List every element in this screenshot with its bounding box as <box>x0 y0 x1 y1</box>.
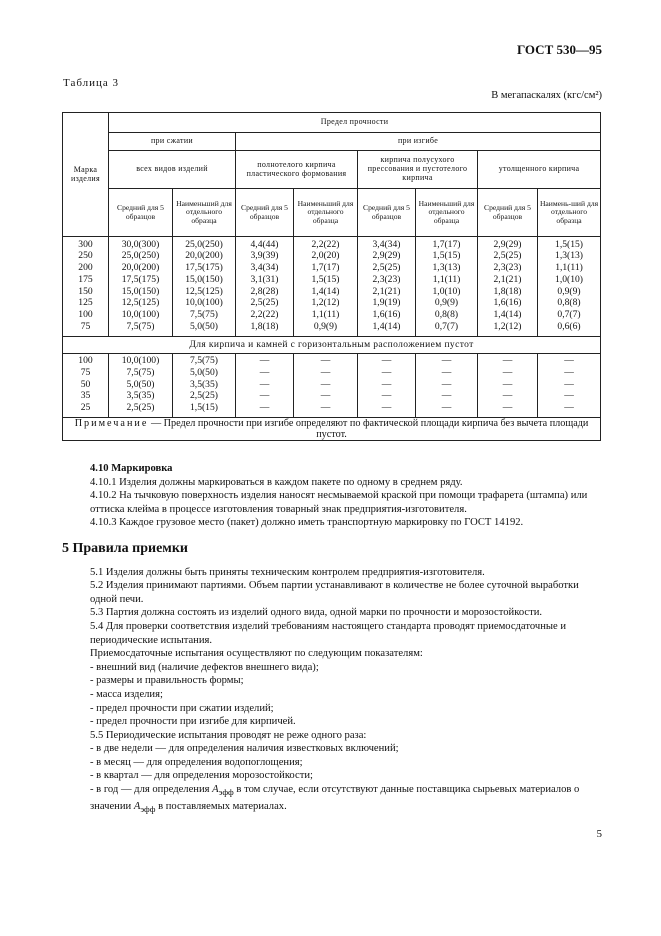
table-cell: 12,5(125) <box>185 285 223 297</box>
table-cell: 3,1(31) <box>250 273 279 285</box>
list-item: - в месяц — для определения водопоглощения; <box>90 756 303 768</box>
table-cell-dash: — <box>259 366 270 378</box>
table-cell: 7,5(75) <box>126 320 155 332</box>
table-cell: 0,7(7) <box>557 308 581 320</box>
table-cell: 200 <box>78 262 93 274</box>
para-5-2: 5.2 Изделия принимают партиями. Объем партии устанавливают в количестве не более суточной выработки одной печи. <box>90 580 579 605</box>
s1-bend2-min <box>416 237 478 337</box>
header-strength: Предел прочности <box>109 113 601 133</box>
s1-bend2-avg <box>358 237 416 337</box>
list-item: - масса изделия; <box>90 688 163 700</box>
table-cell: 75 <box>80 320 91 332</box>
table-cell: 1,1(11) <box>555 262 583 274</box>
para-4-10-2: 4.10.2 На тычковую поверхность изделия наносят несмываемой краской при помощи трафарета (штампа) или оттиска клейма в процессе изготовления товарный знак предприятия-изготовителя. <box>90 490 588 515</box>
table-cell-dash: — <box>502 378 513 390</box>
table-cell: 35 <box>80 390 91 402</box>
table-units: В мегапаскалях (кгс/см²) <box>491 90 602 101</box>
s2-bend3-avg <box>478 354 538 418</box>
table-cell: 1,1(11) <box>432 273 461 285</box>
last-item-part-c: в поставляемых материалах. <box>155 800 287 812</box>
table-cell: 12,5(125) <box>121 297 160 309</box>
table-cell-dash: — <box>502 366 513 378</box>
table-cell: 2,9(29) <box>372 250 401 262</box>
table-cell: 2,1(21) <box>493 273 522 285</box>
table-cell: 3,9(39) <box>250 250 279 262</box>
table-cell-dash: — <box>320 355 331 367</box>
table-cell: 2,5(25) <box>126 402 155 414</box>
table-cell: 1,0(10) <box>432 285 461 297</box>
table-cell: 1,5(15) <box>432 250 461 262</box>
table-cell-dash: — <box>564 402 574 414</box>
table-cell: 7,5(75) <box>190 308 218 320</box>
header-bending: при изгибе <box>236 133 601 151</box>
table-cell-dash: — <box>441 355 452 367</box>
table-cell-dash: — <box>441 366 452 378</box>
table-cell-dash: — <box>564 390 574 402</box>
table-cell: 1,6(16) <box>493 297 522 309</box>
table-cell: 7,5(75) <box>126 366 155 378</box>
document-code: ГОСТ 530—95 <box>516 42 602 57</box>
table-cell-dash: — <box>502 355 513 367</box>
table-cell: 20,0(200) <box>121 262 160 274</box>
header-bend1-avg: Средний для 5 образцов <box>236 189 294 237</box>
table-cell: 0,8(8) <box>557 297 581 309</box>
table-cell-dash: — <box>381 390 392 402</box>
table-cell-dash: — <box>259 355 270 367</box>
table-cell: 2,5(25) <box>493 250 522 262</box>
table-cell: 2,5(25) <box>372 262 401 274</box>
table-cell: 1,9(19) <box>372 297 401 309</box>
list-item: - внешний вид (наличие дефектов внешнего вида); <box>90 661 319 673</box>
table-cell: 2,1(21) <box>372 285 401 297</box>
table-cell: 2,5(25) <box>250 297 279 309</box>
table-cell-dash: — <box>381 378 392 390</box>
s1-bend1-min <box>294 237 358 337</box>
table-cell: 300 <box>78 238 93 250</box>
page-number: 5 <box>596 828 602 840</box>
list-item: - размеры и правильность формы; <box>90 675 244 687</box>
header-all-types: всех видов изделий <box>109 151 236 189</box>
table-cell: 150 <box>78 285 93 297</box>
s1-bend1-avg <box>236 237 294 337</box>
para-last-item <box>90 783 602 816</box>
header-solid-brick: полнотелого кирпича пластического формования <box>236 151 358 189</box>
table-cell-dash: — <box>381 366 392 378</box>
table-cell: 1,7(17) <box>432 238 461 250</box>
para-5-4: 5.4 Для проверки соответствия изделий требованиям настоящего стандарта проводят приемосдаточные и периодические испытания. <box>90 620 567 646</box>
para-4-10-3: 4.10.3 Каждое грузовое место (пакет) должно иметь транспортную маркировку по ГОСТ 14192. <box>90 517 524 529</box>
header-semidry-brick: кирпича полусухого прессования и пустотелого кирпича <box>358 151 478 189</box>
table-cell: 3,4(34) <box>250 262 279 274</box>
table-cell: 2,3(23) <box>372 273 401 285</box>
table-cell: 50 <box>80 378 91 390</box>
header-bend1-min: Наименьший для отдельного образца <box>294 189 358 237</box>
subscript-eff-1: эфф <box>218 787 234 798</box>
table-cell: 25,0(250) <box>121 250 160 262</box>
table-cell-dash: — <box>564 366 574 378</box>
list-item: - предел прочности при изгибе для кирпичей. <box>90 716 296 728</box>
table-cell: 1,7(17) <box>311 262 340 274</box>
table-cell: 1,4(14) <box>493 308 522 320</box>
table-cell: 250 <box>78 250 93 262</box>
note-text: — Предел прочности при изгибе определяют по фактической площади кирпича без вычета площади пустот. <box>148 418 589 441</box>
header-compression-min: Наименьший для отдельного образца <box>173 189 236 237</box>
table-cell-dash: — <box>320 402 331 414</box>
list-item: - предел прочности при сжатии изделий; <box>90 702 274 714</box>
s1-brands <box>63 237 109 337</box>
table-cell: 75 <box>80 366 91 378</box>
table-cell: 1,8(18) <box>250 320 279 332</box>
table-cell-dash: — <box>564 378 574 390</box>
header-bend2-min: Наименьший для отдельного образца <box>416 189 478 237</box>
header-bend3-avg: Средний для 5 образцов <box>478 189 538 237</box>
table-cell-dash: — <box>502 402 513 414</box>
table-cell: 1,8(18) <box>493 285 522 297</box>
header-brand: Марка изделия <box>63 113 109 237</box>
table-cell: 1,5(15) <box>555 238 584 250</box>
table-cell-dash: — <box>441 402 452 414</box>
list-item: - в квартал — для определения морозостойкости; <box>90 770 313 782</box>
s1-bend3-min <box>538 237 601 337</box>
section-4-10-title: 4.10 Маркировка <box>90 463 173 474</box>
table-cell: 2,8(28) <box>250 285 279 297</box>
s1-bend3-avg <box>478 237 538 337</box>
table-cell: 125 <box>78 297 93 309</box>
table-cell: 15,0(150) <box>185 273 223 285</box>
table-cell: 0,9(9) <box>557 285 581 297</box>
table-cell-dash: — <box>320 390 331 402</box>
body-text <box>62 462 602 816</box>
table-cell: 20,0(200) <box>185 250 223 262</box>
table-cell-dash: — <box>381 355 392 367</box>
table-cell: 25 <box>80 402 91 414</box>
table-cell-dash: — <box>381 402 392 414</box>
s2-compression-min <box>173 354 236 418</box>
list-item: - в две недели — для определения наличия известковых включений; <box>90 743 399 755</box>
acceptance-list <box>90 661 602 729</box>
header-thick-brick: утолщенного кирпича <box>478 151 601 189</box>
periodic-list <box>90 742 602 783</box>
para-4-10-1: 4.10.1 Изделия должны маркироваться в каждом пакете по одному в среднем ряду. <box>90 476 463 488</box>
table-cell: 3,4(34) <box>372 238 401 250</box>
table-cell: 1,6(16) <box>372 308 401 320</box>
table-cell: 1,1(11) <box>311 308 340 320</box>
table-cell: 7,5(75) <box>190 355 218 367</box>
s2-bend2-min <box>416 354 478 418</box>
para-5-1: 5.1 Изделия должны быть приняты техническим контролем предприятия-изготовителя. <box>90 566 485 578</box>
table-cell: 30,0(300) <box>121 238 160 250</box>
table-cell: 4,4(44) <box>250 238 279 250</box>
s2-bend1-min <box>294 354 358 418</box>
table-cell: 1,2(12) <box>493 320 522 332</box>
table-cell: 5,0(50) <box>190 366 218 378</box>
table-cell-dash: — <box>320 378 331 390</box>
table-cell-dash: — <box>564 355 574 367</box>
last-item-part-b: в том случае, если отсутствуют данные поставщика сырьевых материалов о значении <box>90 784 580 812</box>
table-cell: 10,0(100) <box>121 308 160 320</box>
section2-title: Для кирпича и камней с горизонтальным расположением пустот <box>63 337 601 354</box>
table-cell: 2,2(22) <box>311 238 340 250</box>
table-cell: 100 <box>78 308 93 320</box>
table-cell: 1,3(13) <box>555 250 584 262</box>
strength-table <box>62 112 601 441</box>
table-cell: 1,3(13) <box>432 262 461 274</box>
table-cell: 3,5(35) <box>190 378 218 390</box>
table-cell: 2,9(29) <box>493 238 522 250</box>
table-cell: 17,5(175) <box>185 262 223 274</box>
table-cell: 2,0(20) <box>311 250 340 262</box>
table-cell: 17,5(175) <box>121 273 160 285</box>
subscript-eff-2: эфф <box>140 803 156 814</box>
table-cell: 2,5(25) <box>190 390 218 402</box>
table-cell-dash: — <box>502 390 513 402</box>
header-bend2-avg: Средний для 5 образцов <box>358 189 416 237</box>
symbol-a-eff-1: А <box>212 784 219 796</box>
header-bend3-min: Наимень-ший для отдельного образца <box>538 189 601 237</box>
table-cell: 5,0(50) <box>190 320 218 332</box>
s2-bend3-min <box>538 354 601 418</box>
header-compression: при сжатии <box>109 133 236 151</box>
s1-compression-avg <box>109 237 173 337</box>
table-cell: 175 <box>78 273 93 285</box>
table-cell: 1,4(14) <box>311 285 340 297</box>
s2-bend1-avg <box>236 354 294 418</box>
table-caption: Таблица 3 <box>63 77 120 89</box>
table-cell: 0,6(6) <box>557 320 581 332</box>
table-cell-dash: — <box>320 366 331 378</box>
table-cell: 1,4(14) <box>372 320 401 332</box>
table-cell: 0,7(7) <box>434 320 459 332</box>
header-compression-avg: Средний для 5 образцов <box>109 189 173 237</box>
s2-bend2-avg <box>358 354 416 418</box>
table-cell: 10,0(100) <box>185 297 223 309</box>
table-cell: 1,5(15) <box>190 402 218 414</box>
note-label: Примечание <box>74 418 149 429</box>
table-cell: 2,2(22) <box>250 308 279 320</box>
table-cell: 5,0(50) <box>126 378 155 390</box>
section-5-title: 5 Правила приемки <box>62 540 188 556</box>
table-cell: 2,3(23) <box>493 262 522 274</box>
s2-compression-avg <box>109 354 173 418</box>
symbol-a-eff-2: А <box>133 800 141 812</box>
para-5-3: 5.3 Партия должна состоять из изделий одного вида, одной марки по прочности и морозостойкости. <box>90 607 543 619</box>
s1-compression-min <box>173 237 236 337</box>
table-cell: 1,5(15) <box>311 273 340 285</box>
table-cell-dash: — <box>259 378 270 390</box>
table-note <box>63 418 601 441</box>
last-item-part-a: - в год — для определения <box>90 784 213 796</box>
para-acceptance: Приемосдаточные испытания осуществляют по следующим показателям: <box>90 648 423 660</box>
table-cell: 0,9(9) <box>313 320 338 332</box>
table-cell-dash: — <box>441 390 452 402</box>
table-cell-dash: — <box>441 378 452 390</box>
table-cell: 0,8(8) <box>434 308 459 320</box>
table-cell: 1,2(12) <box>311 297 340 309</box>
table-cell: 100 <box>78 355 93 367</box>
table-cell: 0,9(9) <box>434 297 459 309</box>
table-cell: 3,5(35) <box>126 390 155 402</box>
para-5-5: 5.5 Периодические испытания проводят не реже одного раза: <box>90 729 367 741</box>
table-cell-dash: — <box>259 402 270 414</box>
s2-brands <box>63 354 109 418</box>
table-cell: 1,0(10) <box>555 273 584 285</box>
table-cell: 15,0(150) <box>121 285 160 297</box>
table-cell: 25,0(250) <box>185 238 223 250</box>
table-cell: 10,0(100) <box>121 355 160 367</box>
table-cell-dash: — <box>259 390 270 402</box>
